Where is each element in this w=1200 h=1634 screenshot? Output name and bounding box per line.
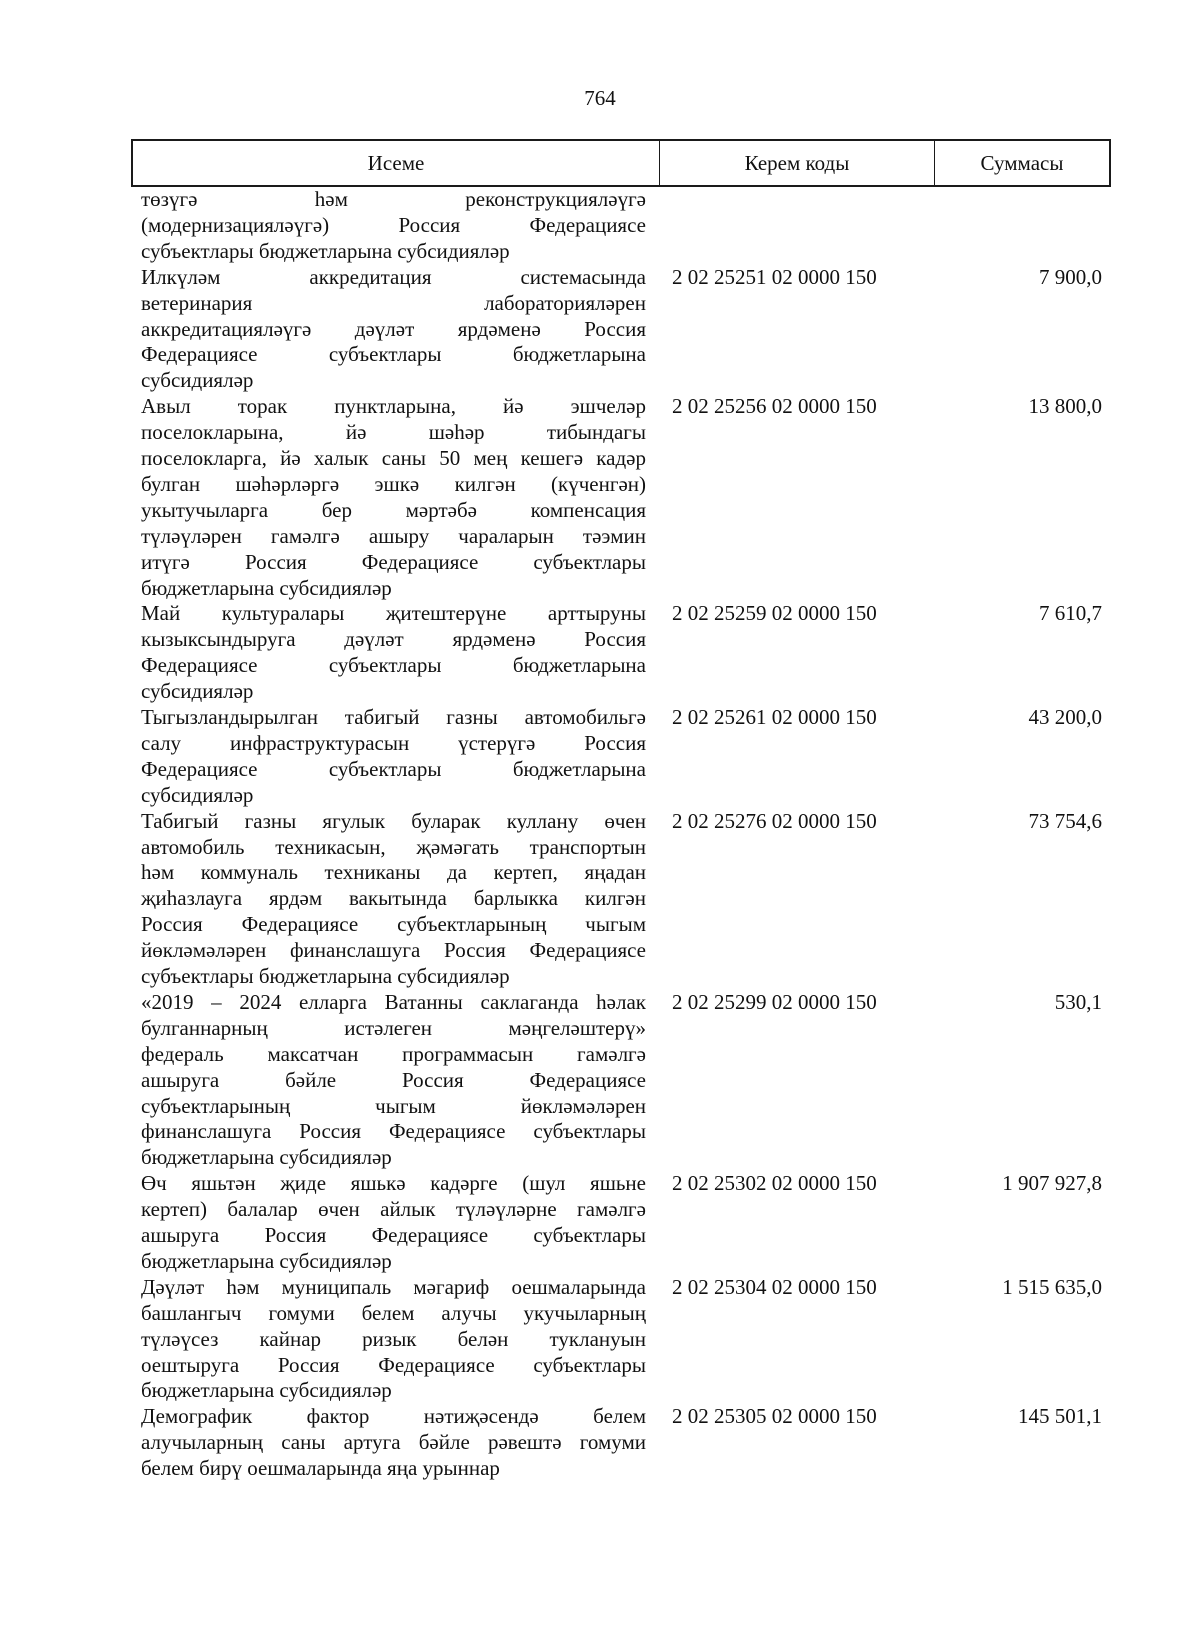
- row-name: [141, 601, 646, 705]
- row-name-line: бюджетларына субсидияләр: [141, 1248, 392, 1273]
- row-name-line: һәм коммуналь техниканы да кертеп, яңадан: [141, 860, 646, 885]
- row-name-line: салу инфраструктурасын үстерүгә Россия: [141, 730, 646, 755]
- table-row: [0, 1171, 1200, 1275]
- row-name-line: белем бирү оешмаларында яңа урыннар: [141, 1456, 500, 1481]
- row-name-line: кертеп) балалар өчен айлык түләүләрне гамәлгә: [141, 1197, 646, 1222]
- table-row: [0, 990, 1200, 1171]
- row-code: 2 02 25276 02 0000 150: [672, 808, 877, 833]
- row-name-line: кызыксындыруга дәүләт ярдәменә Россия: [141, 627, 646, 652]
- row-name: [141, 990, 646, 1171]
- row-code: 2 02 25302 02 0000 150: [672, 1171, 877, 1196]
- row-name-line: төзүгә һәм реконструкцияләүгә: [141, 187, 646, 211]
- row-name: [141, 1404, 646, 1482]
- row-name-line: укытучыларга бер мәртәбә компенсация: [141, 497, 646, 522]
- row-name-line: бюджетларына субсидияләр: [141, 575, 392, 600]
- row-name: [141, 187, 646, 265]
- row-name-line: Өч яшьтән җиде яшькә кадәрге (шул яшьне: [141, 1171, 646, 1196]
- row-sum: 7 610,7: [1039, 601, 1102, 626]
- row-name-line: (модернизацияләүгә) Россия Федерациясе: [141, 212, 646, 237]
- header-sum: Суммасы: [980, 150, 1064, 175]
- row-code: 2 02 25251 02 0000 150: [672, 264, 877, 289]
- page-number: 764: [584, 86, 616, 110]
- row-name: [141, 705, 646, 809]
- row-code: 2 02 25305 02 0000 150: [672, 1404, 877, 1429]
- row-name-line: ветеринария лабораторияләрен: [141, 290, 646, 315]
- row-sum: 530,1: [1054, 989, 1102, 1014]
- row-name-line: аккредитацияләүгә дәүләт ярдәменә Россия: [141, 316, 646, 341]
- table-row: [0, 265, 1200, 395]
- table-row: [0, 187, 1200, 265]
- row-name-line: Авыл торак пунктларына, йә эшчеләр: [141, 394, 646, 419]
- row-name-line: федераль максатчан программасын гамәлгә: [141, 1041, 646, 1066]
- table-row: [0, 601, 1200, 705]
- table-row: [0, 394, 1200, 601]
- row-sum: 73 754,6: [1028, 808, 1102, 833]
- row-sum: 1 907 927,8: [1002, 1171, 1102, 1196]
- row-sum: 1 515 635,0: [1002, 1274, 1102, 1299]
- row-name-line: булган шәһәрләргә эшкә килгән (күченгән): [141, 471, 646, 496]
- row-code: 2 02 25256 02 0000 150: [672, 394, 877, 419]
- row-name: [141, 265, 646, 395]
- row-name-line: бюджетларына субсидияләр: [141, 1145, 392, 1170]
- row-name-line: поселокларга, йә халык саны 50 мең кешегә кадәр: [141, 446, 646, 470]
- table-row: [0, 1275, 1200, 1405]
- row-name-line: Федерациясе субъектлары бюджетларына: [141, 342, 646, 367]
- row-name-line: Демографик фактор нәтиҗәсендә белем: [141, 1404, 646, 1429]
- row-name-line: башлангыч гомуми белем алучы укучыларның: [141, 1300, 646, 1325]
- row-name: [141, 809, 646, 990]
- row-sum: 145 501,1: [1018, 1404, 1102, 1429]
- row-name-line: субъектлары бюджетларына субсидияләр: [141, 238, 510, 263]
- row-name-line: йөкләмәләрен финанслашуга Россия Федерациясе: [141, 938, 646, 963]
- row-name-line: Федерациясе субъектлары бюджетларына: [141, 653, 646, 678]
- row-sum: 43 200,0: [1028, 705, 1102, 729]
- row-name-line: бюджетларына субсидияләр: [141, 1378, 392, 1403]
- row-code: 2 02 25299 02 0000 150: [672, 989, 877, 1014]
- row-sum: 13 800,0: [1028, 394, 1102, 419]
- row-name-line: алучыларның саны артуга бәйле рәвештә гомуми: [141, 1430, 646, 1455]
- row-name-line: Дәүләт һәм муниципаль мәгариф оешмаларында: [141, 1274, 646, 1299]
- row-name-line: субсидияләр: [141, 782, 254, 807]
- row-name-line: Илкүләм аккредитация системасында: [141, 264, 646, 289]
- row-name-line: Май культуралары җитештерүне арттыруны: [141, 601, 646, 626]
- row-name-line: Россия Федерациясе субъектларының чыгым: [141, 912, 646, 937]
- table-row: [0, 809, 1200, 990]
- row-code: 2 02 25259 02 0000 150: [672, 601, 877, 626]
- row-name-line: субсидияләр: [141, 368, 254, 393]
- row-code: 2 02 25304 02 0000 150: [672, 1274, 877, 1299]
- row-name-line: җиһазлауга ярдәм вакытында барлыкка килгән: [141, 886, 646, 911]
- row-name-line: автомобиль техникасын, җәмәгать транспортын: [141, 834, 646, 859]
- row-sum: 7 900,0: [1039, 264, 1102, 289]
- row-name-line: субсидияләр: [141, 679, 254, 704]
- row-name-line: булганнарның истәлеген мәңгеләштерү»: [141, 1015, 646, 1040]
- row-name-line: поселокларына, йә шәһәр тибындагы: [141, 420, 646, 445]
- row-name: [141, 1275, 646, 1405]
- header-code: Керем коды: [660, 141, 935, 185]
- row-name-line: финанслашуга Россия Федерациясе субъектлары: [141, 1119, 646, 1144]
- row-name-line: субъектларының чыгым йөкләмәләрен: [141, 1093, 646, 1118]
- row-name-line: Федерациясе субъектлары бюджетларына: [141, 756, 646, 781]
- row-name-line: түләүсез кайнар ризык белән туклануын: [141, 1326, 646, 1351]
- row-name-line: «2019 – 2024 елларга Ватанны саклаганда һәлак: [141, 989, 646, 1014]
- row-name-line: оештыруга Россия Федерациясе субъектлары: [141, 1352, 646, 1377]
- row-name: [141, 1171, 646, 1275]
- row-name-line: Тыгызландырылган табигый газны автомобильгә: [141, 705, 646, 729]
- table-header: [131, 139, 1111, 187]
- row-code: 2 02 25261 02 0000 150: [672, 705, 877, 729]
- row-name: [141, 394, 646, 601]
- row-name-line: ашыруга Россия Федерациясе субъектлары: [141, 1223, 646, 1247]
- table-row: [0, 1404, 1200, 1482]
- row-name-line: субъектлары бюджетларына субсидияләр: [141, 964, 510, 989]
- row-name-line: итүгә Россия Федерациясе субъектлары: [141, 549, 646, 574]
- row-name-line: ашыруга бәйле Россия Федерациясе: [141, 1067, 646, 1092]
- header-name: Исеме: [133, 141, 660, 185]
- table-row: [0, 705, 1200, 809]
- row-name-line: түләүләрен гамәлгә ашыру чараларын тәэмин: [141, 523, 646, 548]
- row-name-line: Табигый газны ягулык буларак куллану өчен: [141, 808, 646, 833]
